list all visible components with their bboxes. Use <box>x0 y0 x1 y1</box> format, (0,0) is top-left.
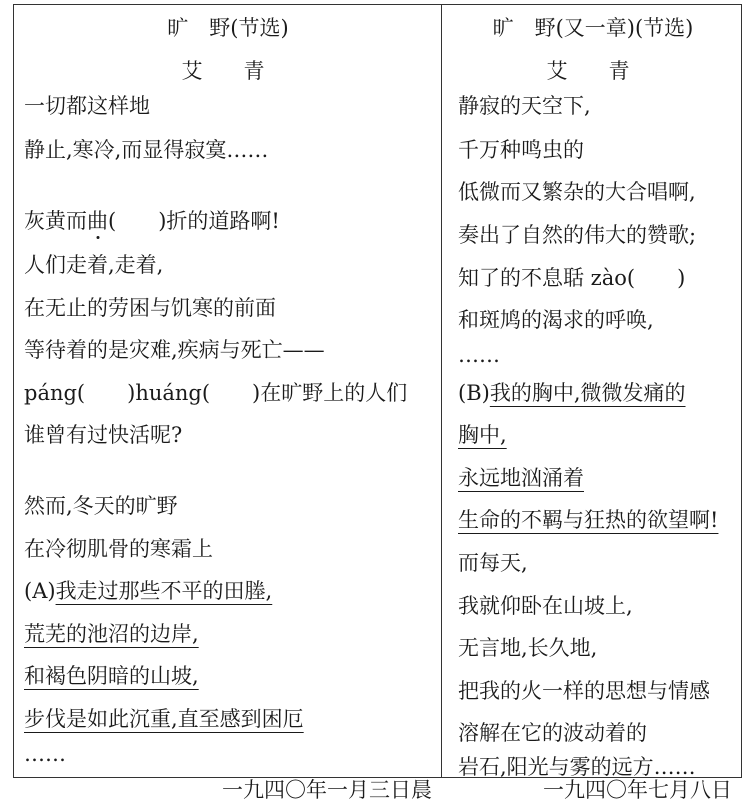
left-line-14: 荒芜的池沼的边岸, <box>24 622 199 646</box>
left-line-13: (A)我走过那些不平的田塍, <box>24 579 273 603</box>
left-line-12: 在冷彻肌骨的寒霜上 <box>24 537 213 561</box>
column-divider <box>441 4 442 778</box>
left-line-9: 谁曾有过快活呢? <box>24 423 183 447</box>
right-poem-author: 艾 青 <box>546 59 640 83</box>
right-line-14: 无言地,长久地, <box>458 636 598 660</box>
right-line-6: 和斑鸠的渴求的呼唤, <box>458 308 654 332</box>
left-line-5: 人们走着,走着, <box>24 253 164 277</box>
right-line-17: 岩石,阳光与雾的远方…… <box>458 755 696 779</box>
right-poem-title: 旷 野(又一章)(节选) <box>492 16 694 40</box>
left-line-16: 步伐是如此沉重,直至感到困厄 <box>24 707 304 731</box>
left-line-6: 在无止的劳困与饥寒的前面 <box>24 296 276 320</box>
right-line-11: 生命的不羁与狂热的欲望啊! <box>458 508 719 532</box>
right-line-1: 静寂的天空下, <box>458 94 591 118</box>
left-line-15: 和褐色阴暗的山坡, <box>24 664 199 688</box>
right-line-7: …… <box>458 343 500 367</box>
right-line-9: 胸中, <box>458 423 507 447</box>
left-poem-date: 一九四〇年一月三日晨 <box>222 778 432 802</box>
left-line-17: …… <box>24 742 66 766</box>
right-line-13: 我就仰卧在山坡上, <box>458 594 633 618</box>
left-line-11: 然而,冬天的旷野 <box>24 494 178 518</box>
left-poem-author: 艾 青 <box>181 59 275 83</box>
right-line-15: 把我的火一样的思想与情感 <box>458 679 710 703</box>
left-line-4: 灰黄而曲( )折的道路啊! <box>24 209 280 233</box>
left-line-2: 静止,寒冷,而显得寂寞…… <box>24 138 269 162</box>
left-poem-title: 旷 野(节选) <box>167 16 289 40</box>
right-line-5: 知了的不息聒 zào( ) <box>458 266 686 290</box>
left-line-1: 一切都这样地 <box>24 94 150 118</box>
right-line-12: 而每天, <box>458 551 528 575</box>
left-line-8: páng( )huáng( )在旷野上的人们 <box>24 381 408 405</box>
right-line-8: (B)我的胸中,微微发痛的 <box>458 381 686 405</box>
left-line-7: 等待着的是灾难,疾病与死亡—— <box>24 338 325 362</box>
right-line-16: 溶解在它的波动着的 <box>458 721 647 745</box>
right-poem-date: 一九四〇年七月八日 <box>543 778 732 802</box>
right-line-2: 千万种鸣虫的 <box>458 138 584 162</box>
right-line-3: 低微而又繁杂的大合唱啊, <box>458 180 696 204</box>
right-line-10: 永远地汹涌着 <box>458 466 584 490</box>
right-line-4: 奏出了自然的伟大的赞歌; <box>458 223 697 247</box>
